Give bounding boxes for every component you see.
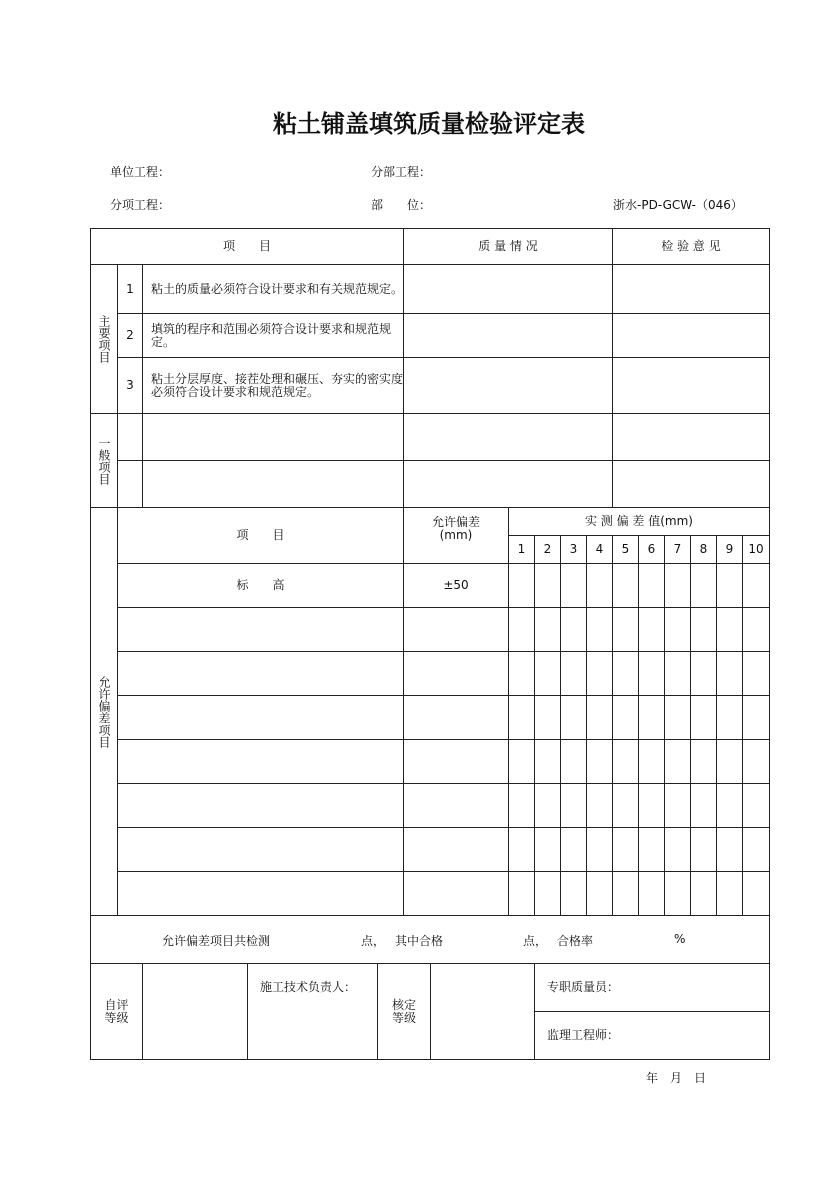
deviation-allow-cell[interactable] — [403, 739, 509, 784]
main-item-no: 2 — [117, 313, 143, 358]
deviation-allow-cell[interactable] — [403, 607, 509, 652]
deviation-item-cell[interactable] — [117, 651, 404, 696]
deviation-item-cell[interactable] — [117, 739, 404, 784]
deviation-allow-cell[interactable]: ±50 — [403, 563, 509, 608]
tech-lead-cell[interactable] — [247, 963, 378, 1060]
measured-value-cell[interactable] — [742, 739, 770, 784]
self-grade-label — [90, 963, 143, 1060]
measured-value-cell[interactable] — [690, 607, 717, 652]
measured-value-cell[interactable] — [742, 607, 770, 652]
measured-header: 实 测 偏 差 值(mm) — [508, 507, 770, 536]
measured-value-cell[interactable] — [560, 563, 587, 608]
measured-value-cell[interactable] — [716, 651, 743, 696]
summary-text-total: 允许偏差项目共检测 — [162, 934, 271, 948]
summary-text-rate: 合格率 — [557, 934, 594, 948]
deviation-item-cell[interactable] — [117, 695, 404, 740]
measured-value-cell[interactable] — [664, 563, 691, 608]
measured-value-cell[interactable] — [612, 871, 639, 916]
quality-officer-label: 专职质量员： — [547, 980, 620, 994]
measured-value-cell[interactable] — [716, 695, 743, 740]
general-item-text[interactable] — [142, 460, 404, 508]
main-item-opinion-cell[interactable] — [612, 264, 770, 314]
tech-lead-label: 施工技术负责人： — [260, 980, 357, 994]
main-item-no: 1 — [117, 264, 143, 314]
deviation-allow-header: 允许偏差 (mm) — [403, 507, 509, 564]
measured-value-cell[interactable] — [664, 651, 691, 696]
deviation-allow-cell[interactable] — [403, 695, 509, 740]
measured-value-cell[interactable] — [534, 651, 561, 696]
measured-value-cell[interactable] — [690, 783, 717, 828]
date-label: 年 月 日 — [646, 1071, 707, 1085]
measured-value-cell[interactable] — [508, 563, 535, 608]
measured-column-number: 6 — [638, 535, 665, 564]
header-opinion: 检 验 意 见 — [612, 228, 770, 265]
measured-column-number: 9 — [716, 535, 743, 564]
measured-value-cell[interactable] — [534, 827, 561, 872]
measured-value-cell[interactable] — [612, 695, 639, 740]
measured-value-cell[interactable] — [508, 695, 535, 740]
measured-value-cell[interactable] — [612, 827, 639, 872]
measured-value-cell[interactable] — [508, 607, 535, 652]
measured-value-cell[interactable] — [664, 607, 691, 652]
measured-value-cell[interactable] — [638, 783, 665, 828]
main-item-opinion-cell[interactable] — [612, 313, 770, 358]
general-item-opinion-cell[interactable] — [612, 413, 770, 461]
measured-value-cell[interactable] — [612, 607, 639, 652]
verified-grade-text: 核定等级 — [391, 997, 416, 1025]
measured-value-cell[interactable] — [586, 695, 613, 740]
verified-grade-value[interactable] — [430, 963, 535, 1060]
main-item-opinion-cell[interactable] — [612, 357, 770, 414]
measured-value-cell[interactable] — [534, 563, 561, 608]
measured-value-cell[interactable] — [560, 607, 587, 652]
unit-project-label: 单位工程： — [110, 165, 171, 179]
summary-text-points: 点， — [523, 934, 548, 948]
measured-value-cell[interactable] — [586, 563, 613, 608]
measured-column-number: 4 — [586, 535, 613, 564]
measured-value-cell[interactable] — [534, 695, 561, 740]
measured-value-cell[interactable] — [612, 783, 639, 828]
measured-column-number: 5 — [612, 535, 639, 564]
main-items-label-text: 主要项目 — [97, 315, 111, 363]
main-item-text: 粘土的质量必须符合设计要求和有关规范规定。 — [142, 264, 404, 314]
measured-value-cell[interactable] — [560, 695, 587, 740]
measured-value-cell[interactable] — [742, 783, 770, 828]
measured-value-cell[interactable] — [690, 871, 717, 916]
summary-text-points: 点， — [361, 934, 386, 948]
deviation-items-label-text: 允许偏差项目 — [97, 675, 111, 748]
measured-value-cell[interactable] — [560, 739, 587, 784]
measured-value-cell[interactable] — [534, 783, 561, 828]
main-items-label — [90, 264, 118, 414]
general-items-label-text: 一般项目 — [97, 436, 111, 485]
measured-value-cell[interactable] — [690, 827, 717, 872]
measured-value-cell[interactable] — [664, 871, 691, 916]
main-item-quality-cell[interactable] — [403, 357, 613, 414]
self-grade-text: 自评等级 — [104, 997, 129, 1025]
measured-value-cell[interactable] — [508, 827, 535, 872]
summary-text-percent: % — [674, 932, 686, 946]
measured-value-cell[interactable] — [638, 651, 665, 696]
general-item-quality-cell[interactable] — [403, 413, 613, 461]
deviation-allow-cell[interactable] — [403, 827, 509, 872]
deviation-item-cell[interactable] — [117, 783, 404, 828]
deviation-item-cell[interactable] — [117, 871, 404, 916]
measured-value-cell[interactable] — [586, 651, 613, 696]
measured-value-cell[interactable] — [716, 827, 743, 872]
measured-value-cell[interactable] — [586, 607, 613, 652]
main-item-text: 粘土分层厚度、接茬处理和碾压、夯实的密实度必须符合设计要求和规范规定。 — [142, 357, 404, 414]
measured-value-cell[interactable] — [534, 739, 561, 784]
measured-value-cell[interactable] — [560, 871, 587, 916]
measured-value-cell[interactable] — [508, 783, 535, 828]
measured-value-cell[interactable] — [690, 695, 717, 740]
supervisor-cell[interactable] — [534, 1011, 770, 1060]
supervisor-label: 监理工程师： — [547, 1028, 620, 1042]
measured-value-cell[interactable] — [716, 783, 743, 828]
form-code: 浙水-PD-GCW-（046） — [613, 198, 743, 212]
main-item-text: 填筑的程序和范围必须符合设计要求和规范规定。 — [142, 313, 404, 358]
measured-column-number: 1 — [508, 535, 535, 564]
measured-value-cell[interactable] — [560, 827, 587, 872]
general-item-text[interactable] — [142, 413, 404, 461]
general-item-opinion-cell[interactable] — [612, 460, 770, 508]
measured-value-cell[interactable] — [742, 695, 770, 740]
measured-value-cell[interactable] — [742, 651, 770, 696]
deviation-allow-cell[interactable] — [403, 871, 509, 916]
measured-value-cell[interactable] — [586, 827, 613, 872]
quality-officer-cell[interactable] — [534, 963, 770, 1012]
measured-value-cell[interactable] — [638, 695, 665, 740]
measured-value-cell[interactable] — [638, 739, 665, 784]
measured-value-cell[interactable] — [638, 871, 665, 916]
measured-value-cell[interactable] — [638, 607, 665, 652]
main-item-quality-cell[interactable] — [403, 264, 613, 314]
main-item-no: 3 — [117, 357, 143, 414]
measured-value-cell[interactable] — [742, 563, 770, 608]
main-item-quality-cell[interactable] — [403, 313, 613, 358]
deviation-item-header: 项 目 — [117, 507, 404, 564]
measured-value-cell[interactable] — [638, 563, 665, 608]
self-grade-value[interactable] — [142, 963, 248, 1060]
general-item-quality-cell[interactable] — [403, 460, 613, 508]
measured-value-cell[interactable] — [612, 651, 639, 696]
measured-value-cell[interactable] — [586, 871, 613, 916]
measured-value-cell[interactable] — [664, 827, 691, 872]
measured-value-cell[interactable] — [664, 739, 691, 784]
measured-value-cell[interactable] — [690, 739, 717, 784]
page-title: 粘土铺盖填筑质量检验评定表 — [273, 110, 585, 138]
deviation-allow-cell[interactable] — [403, 783, 509, 828]
measured-column-number: 10 — [742, 535, 770, 564]
measured-value-cell[interactable] — [742, 871, 770, 916]
measured-value-cell[interactable] — [560, 651, 587, 696]
subitem-project-label: 分项工程： — [110, 198, 171, 212]
measured-value-cell[interactable] — [716, 871, 743, 916]
measured-value-cell[interactable] — [690, 651, 717, 696]
measured-value-cell[interactable] — [586, 783, 613, 828]
header-item: 项 目 — [90, 228, 404, 265]
measured-value-cell[interactable] — [560, 783, 587, 828]
deviation-allow-cell[interactable] — [403, 651, 509, 696]
measured-value-cell[interactable] — [716, 607, 743, 652]
general-items-label — [90, 413, 118, 508]
deviation-item-cell[interactable] — [117, 607, 404, 652]
measured-column-number: 8 — [690, 535, 717, 564]
division-project-label: 分部工程： — [371, 165, 432, 179]
general-item-no — [117, 413, 143, 461]
deviation-item-cell[interactable] — [117, 827, 404, 872]
general-item-no — [117, 460, 143, 508]
measured-column-number: 7 — [664, 535, 691, 564]
measured-value-cell[interactable] — [742, 827, 770, 872]
measured-value-cell[interactable] — [664, 783, 691, 828]
measured-value-cell[interactable] — [716, 563, 743, 608]
deviation-items-label — [90, 507, 118, 916]
measured-value-cell[interactable] — [612, 739, 639, 784]
measured-value-cell[interactable] — [638, 827, 665, 872]
measured-value-cell[interactable] — [534, 871, 561, 916]
measured-value-cell[interactable] — [508, 651, 535, 696]
measured-value-cell[interactable] — [508, 739, 535, 784]
measured-value-cell[interactable] — [586, 739, 613, 784]
location-label: 部 位： — [371, 198, 432, 212]
verified-grade-label — [377, 963, 431, 1060]
measured-value-cell[interactable] — [716, 739, 743, 784]
header-quality: 质 量 情 况 — [403, 228, 613, 265]
measured-column-number: 3 — [560, 535, 587, 564]
measured-value-cell[interactable] — [664, 695, 691, 740]
measured-value-cell[interactable] — [534, 607, 561, 652]
measured-column-number: 2 — [534, 535, 561, 564]
measured-value-cell[interactable] — [690, 563, 717, 608]
summary-text-passed: 其中合格 — [395, 934, 444, 948]
deviation-item-cell[interactable]: 标 高 — [117, 563, 404, 608]
measured-value-cell[interactable] — [612, 563, 639, 608]
measured-value-cell[interactable] — [508, 871, 535, 916]
